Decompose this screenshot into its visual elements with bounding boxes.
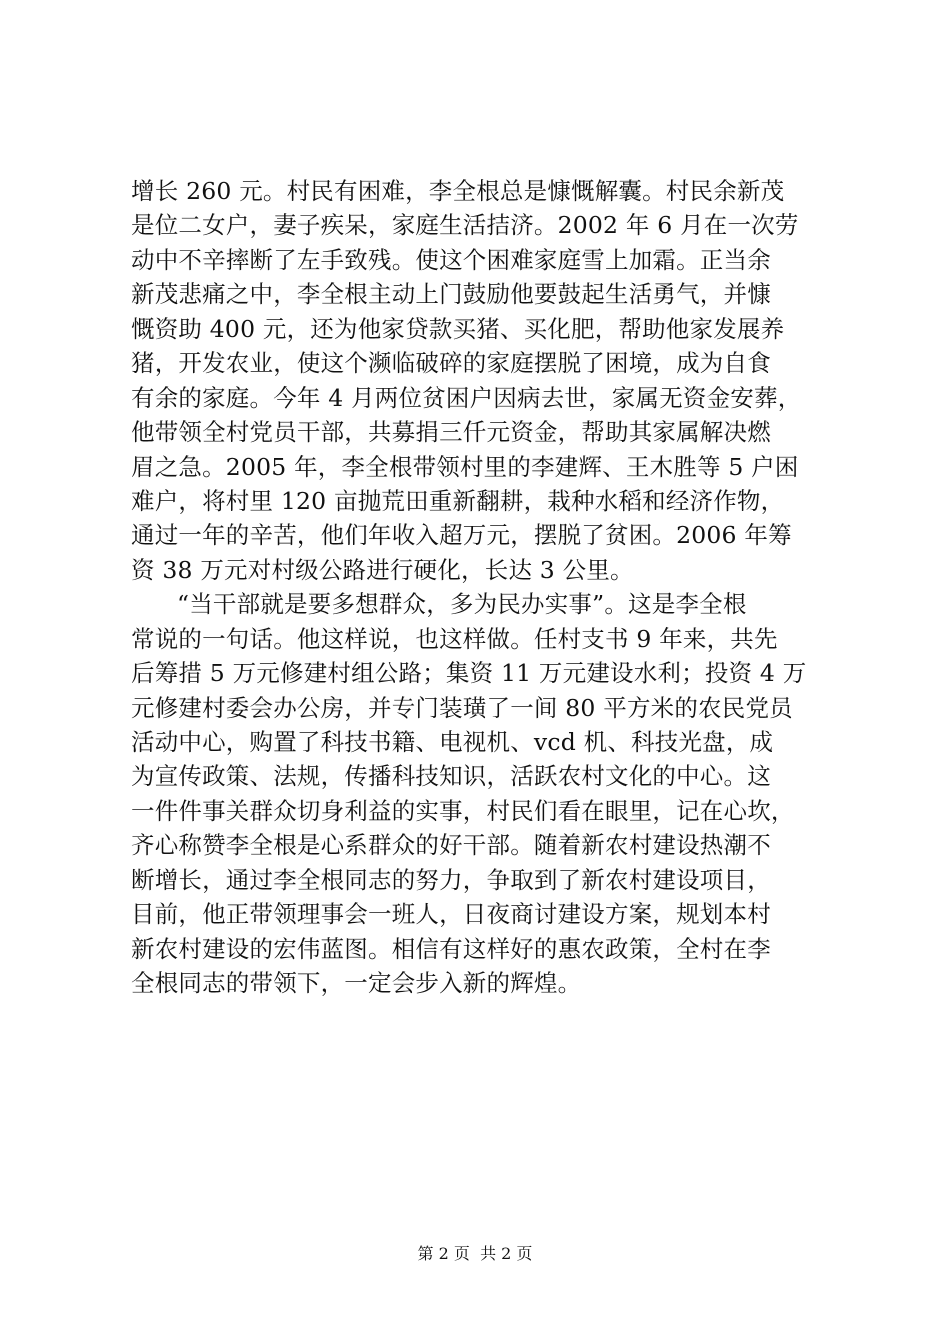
- text-line: 难户，将村里 120 亩抛荒田重新翻耕，栽种水稻和经济作物，: [131, 486, 785, 515]
- text-line: 一件件事关群众切身利益的实事，村民们看在眼里，记在心坎，: [131, 796, 795, 825]
- text-line: 增长 260 元。村民有困难，李全根总是慷慨解囊。村民余新茂: [131, 177, 785, 205]
- text-line: 猪，开发农业，使这个濒临破碎的家庭摆脱了困境，成为自食: [131, 349, 771, 378]
- text-line: 元修建村委会办公房，并专门装璜了一间 80 平方米的农民党员: [131, 693, 793, 722]
- text-line: “当干部就是要多想群众，多为民办实事”。这是李全根: [131, 590, 747, 619]
- text-line: 眉之急。2005 年，李全根带领村里的李建辉、王木胜等 5 户困: [131, 452, 799, 481]
- text-line: 资 38 万元对村级公路进行硬化，长达 3 公里。: [131, 555, 634, 584]
- text-line: 是位二女户，妻子疾呆，家庭生活拮济。2002 年 6 月在一次劳: [131, 211, 799, 240]
- text-line: 新农村建设的宏伟蓝图。相信有这样好的惠农政策，全村在李: [131, 934, 771, 963]
- text-line: 为宣传政策、法规，传播科技知识，活跃农村文化的中心。这: [131, 762, 771, 791]
- text-line: 齐心称赞李全根是心系群众的好干部。随着新农村建设热潮不: [131, 831, 771, 860]
- text-line: 通过一年的辛苦，他们年收入超万元，摆脱了贫困。2006 年筹: [131, 521, 792, 550]
- text-line: 断增长，通过李全根同志的努力，争取到了新农村建设项目，: [131, 865, 771, 894]
- text-line: 常说的一句话。他这样说，也这样做。任村支书 9 年来，共先: [131, 624, 778, 653]
- text-line: 后筹措 5 万元修建村组公路；集资 11 万元建设水利；投资 4 万: [131, 659, 807, 688]
- text-line: 动中不辛摔断了左手致残。使这个困难家庭雪上加霜。正当余: [131, 245, 771, 274]
- text-line: 目前，他正带领理事会一班人，日夜商讨建设方案，规划本村: [131, 900, 771, 929]
- text-line: 有余的家庭。今年 4 月两位贫困户因病去世，家属无资金安葬，: [131, 383, 802, 412]
- text-line: 新茂悲痛之中，李全根主动上门鼓励他要鼓起生活勇气，并慷: [131, 280, 771, 309]
- page-footer: 第 2 页 共 2 页: [417, 1244, 533, 1263]
- text-line: 活动中心，购置了科技书籍、电视机、vcd 机、科技光盘，成: [131, 728, 774, 756]
- text-line: 他带领全村党员干部，共募捐三仟元资金，帮助其家属解决燃: [131, 418, 771, 447]
- text-line: 全根同志的带领下，一定会步入新的辉煌。: [131, 969, 582, 998]
- text-line: 慨资助 400 元，还为他家贷款买猪、买化肥，帮助他家发展养: [131, 314, 785, 343]
- body-text: [131, 174, 831, 1001]
